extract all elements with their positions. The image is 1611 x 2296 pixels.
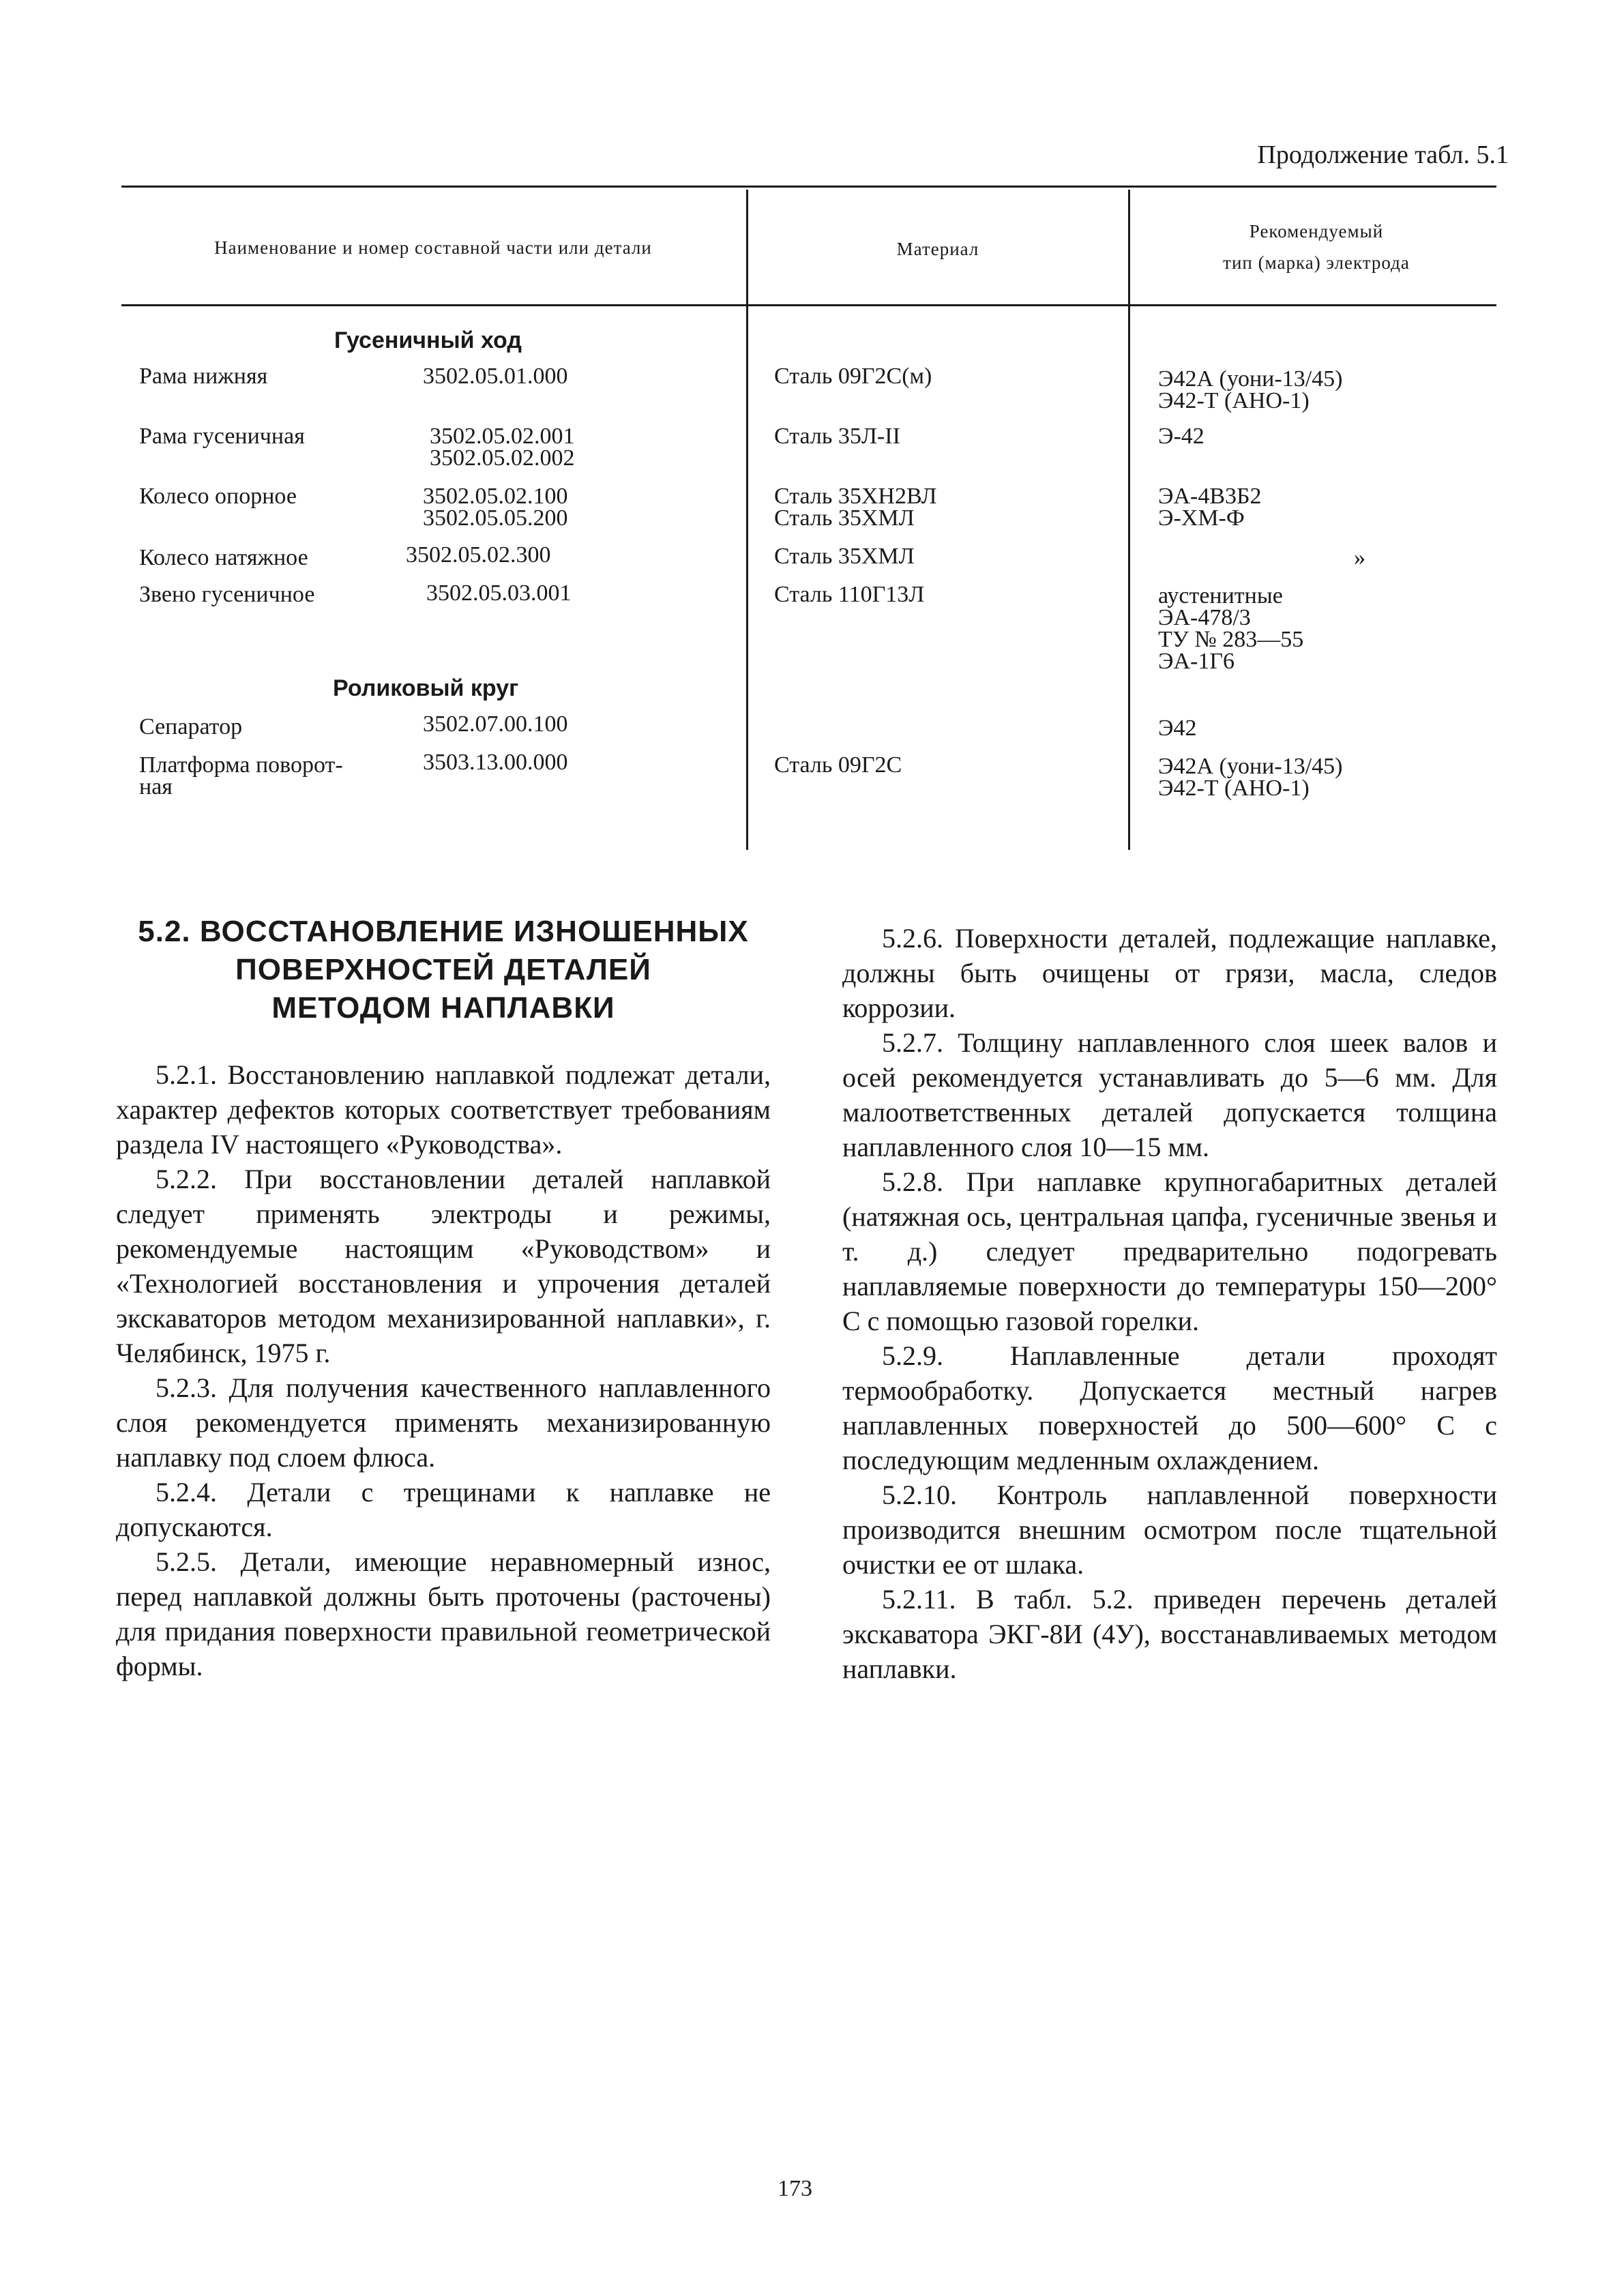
row-electrode: Э42	[1158, 716, 1197, 741]
group-heading-tracks: Гусеничный ход	[334, 327, 522, 353]
row-electrode: Э42А (уони-13/45) Э42-Т (АНО-1)	[1158, 754, 1343, 801]
row-part-number: 3503.13.00.000	[423, 750, 568, 775]
paragraph-5-2-9: 5.2.9. Наплавленные детали проходят термообработку. Допускается местный нагрев наплавленных поверхностей до 500—600° С с последующим медленным охлаждением.	[842, 1340, 1497, 1475]
paragraph-5-2-8: 5.2.8. При наплавке крупногабаритных деталей (натяжная ось, центральная цапфа, гусеничные звенья и т. д.) следует предварительно подогревать наплавляемые поверхности до температуры 150—200° С с помощью газовой горелки.	[842, 1166, 1497, 1336]
section-heading: 5.2. ВОССТАНОВЛЕНИЕ ИЗНОШЕННЫХ ПОВЕРХНОСТЕЙ ДЕТАЛЕЙ МЕТОДОМ НАПЛАВКИ	[138, 915, 749, 1025]
group-heading-roller-circle: Роликовый круг	[333, 675, 519, 701]
left-column	[116, 1057, 771, 1683]
paragraph-5-2-5: 5.2.5. Детали, имеющие неравномерный износ, перед наплавкой должны быть проточены (расточены) для придания поверхности правильной геометрической формы.	[116, 1546, 771, 1681]
header-electrode-line1: Рекомендуемый	[1249, 221, 1384, 241]
row-material: Сталь 35ХМЛ	[774, 544, 915, 569]
table-header-rule	[121, 304, 1496, 306]
row-material: Сталь 110Г13Л	[774, 582, 925, 607]
table-col-divider-1	[746, 190, 748, 850]
row-part-name: Рама гусеничная	[139, 424, 305, 449]
row-electrode: аустенитные ЭА-478/3 ТУ № 283—55 ЭА-1Г6	[1158, 583, 1304, 674]
row-material: Сталь 09Г2С	[774, 752, 902, 778]
paragraph-5-2-3: 5.2.3. Для получения качественного наплавленного слоя рекомендуется применять механизированную наплавку под слоем флюса.	[116, 1372, 771, 1473]
table-caption: Продолжение табл. 5.1	[1257, 141, 1509, 169]
page-number: 173	[778, 2176, 812, 2201]
right-column	[842, 921, 1497, 1686]
paragraph-5-2-6: 5.2.6. Поверхности деталей, подлежащие наплавке, должны быть очищены от грязи, масла, следов коррозии.	[842, 923, 1497, 1023]
paragraph-5-2-4: 5.2.4. Детали с трещинами к наплавке не допускаются.	[116, 1477, 771, 1542]
paragraph-5-2-11: 5.2.11. В табл. 5.2. приведен перечень деталей экскаватора ЭКГ-8И (4У), восстанавливаемых методом наплавки.	[842, 1584, 1497, 1684]
row-part-number: 3502.07.00.100	[423, 711, 568, 737]
row-part-name: Рама нижняя	[139, 364, 268, 389]
row-part-number: 3502.05.02.100 3502.05.05.200	[423, 484, 568, 531]
row-part-number: 3502.05.02.001 3502.05.02.002	[430, 424, 575, 471]
row-material: Сталь 35ХН2ВЛ Сталь 35ХМЛ	[774, 484, 937, 531]
row-part-name: Сепаратор	[139, 714, 243, 739]
table-col-divider-2	[1128, 190, 1130, 850]
header-electrode-line2: тип (марка) электрода	[1223, 252, 1410, 273]
row-part-name: Звено гусеничное	[139, 582, 315, 607]
paragraph-5-2-2: 5.2.2. При восстановлении деталей наплавкой следует применять электроды и режимы, рекомендуемые настоящим «Руководством» и «Технологией восстановления и упрочения деталей экскаваторов методом механизированной наплавки», г. Челябинск, 1975 г.	[116, 1164, 771, 1368]
row-material: Сталь 35Л-II	[774, 424, 900, 449]
table-top-rule	[121, 186, 1496, 188]
row-part-name: Колесо натяжное	[139, 545, 308, 570]
row-part-name: Колесо опорное	[139, 484, 297, 509]
row-part-number: 3502.05.02.300	[406, 542, 551, 568]
row-part-number: 3502.05.03.001	[426, 580, 572, 606]
row-part-number: 3502.05.01.000	[423, 364, 568, 389]
paragraph-5-2-10: 5.2.10. Контроль наплавленной поверхности производится внешним осмотром после тщательной очистки ее от шлака.	[842, 1480, 1497, 1580]
header-part: Наименование и номер составной части или детали	[214, 237, 652, 258]
row-electrode: Э42А (уони-13/45) Э42-Т (АНО-1)	[1158, 366, 1343, 413]
row-electrode: ЭА-4В3Б2 Э-ХМ-Ф	[1158, 484, 1262, 531]
row-electrode: Э-42	[1158, 424, 1204, 449]
paragraph-5-2-1: 5.2.1. Восстановлению наплавкой подлежат детали, характер дефектов которых соответствует требованиям раздела IV настоящего «Руководства».	[116, 1059, 771, 1160]
row-electrode: »	[1354, 545, 1365, 570]
row-part-name: Платформа поворот- ная	[139, 752, 343, 799]
header-material: Материал	[896, 239, 979, 259]
row-material: Сталь 09Г2С(м)	[774, 364, 932, 389]
paragraph-5-2-7: 5.2.7. Толщину наплавленного слоя шеек валов и осей рекомендуется устанавливать до 5—6 мм. Для малоответственных деталей допускается толщина наплавленного слоя 10—15 мм.	[842, 1027, 1497, 1162]
